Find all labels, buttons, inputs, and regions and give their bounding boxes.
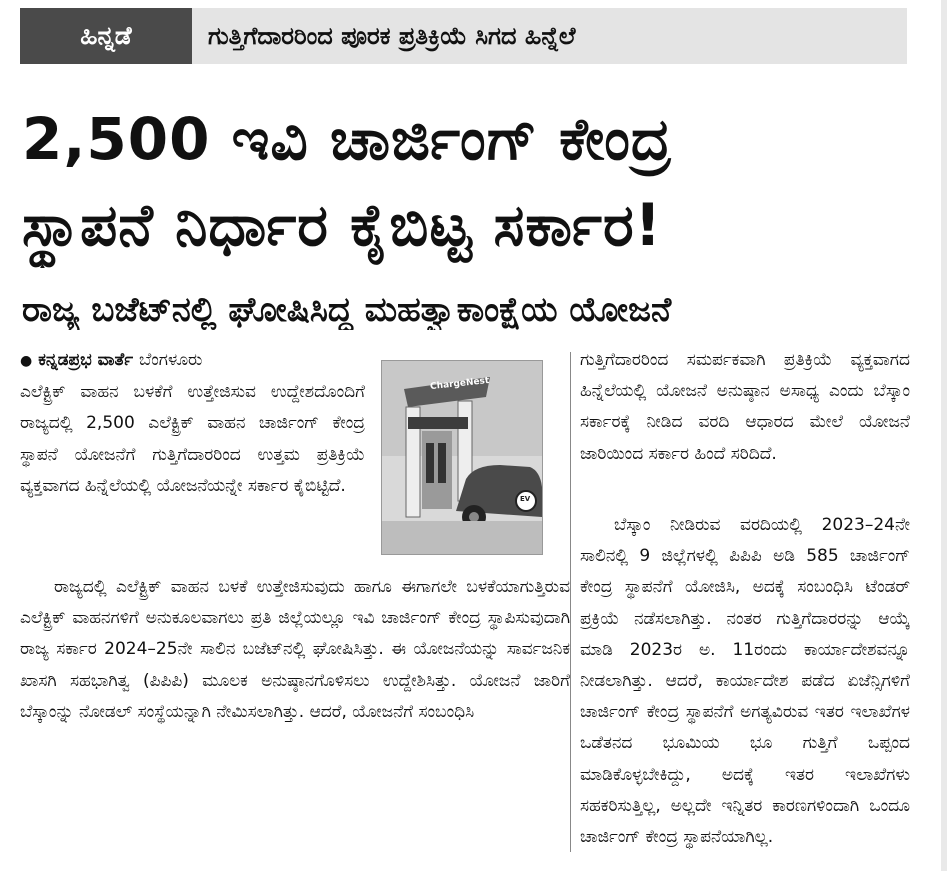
headline	[22, 96, 902, 268]
headline-line-1: 2,500 ಇವಿ ಚಾರ್ಜಿಂಗ್ ಕೇಂದ್ರ	[22, 105, 672, 173]
article-column-left	[20, 572, 570, 728]
photo-sign-text: ChargeNest	[429, 375, 490, 393]
kicker-bar	[20, 8, 907, 64]
headline-line-2: ಸ್ಥಾಪನೆ ನಿರ್ಧಾರ ಕೈಬಿಟ್ಟ ಸರ್ಕಾರ!	[22, 191, 663, 259]
article-column-right-lower	[580, 510, 910, 853]
article-paragraph-2: ರಾಜ್ಯದಲ್ಲಿ ಎಲೆಕ್ಟ್ರಿಕ್ ವಾಹನ ಬಳಕೆ ಉತ್ತೇಜಿಸುವುದು ಹಾಗೂ ಈಗಾಗಲೇ ಬಳಕೆಯಾಗುತ್ತಿರುವ ಎಲೆಕ್ಟ್ರಿಕ್ ವಾಹನಗಳಿಗೆ ಅನುಕೂಲವಾಗಲು ಪ್ರತಿ ಜಿಲ್ಲೆಯಲ್ಲೂ ಇವಿ ಚಾರ್ಜಿಂಗ್ ಕೇಂದ್ರ ಸ್ಥಾಪಿಸುವುದಾಗಿ ರಾಜ್ಯ ಸರ್ಕಾರ 2024–25ನೇ ಸಾಲಿನ ಬಜೆಟ್‌ನಲ್ಲಿ ಘೋಷಿಸಿತ್ತು. ಈ ಯೋಜನೆಯನ್ನು ಸಾರ್ವಜನಿಕ ಖಾಸಗಿ ಸಹಭಾಗಿತ್ವ (ಪಿಪಿಪಿ) ಮೂಲಕ ಅನುಷ್ಠಾನಗೊಳಿಸಲು ಉದ್ದೇಶಿಸಿತ್ತು. ಯೋಜನೆ ಜಾರಿಗೆ ಬೆಸ್ಕಾಂನ್ನು ನೋಡಲ್ ಸಂಸ್ಥೆಯನ್ನಾಗಿ ನೇಮಿಸಲಾಗಿತ್ತು. ಆದರೆ, ಯೋಜನೆಗೆ ಸಂಬಂಧಿಸಿ	[20, 577, 570, 722]
byline-city: ಬೆಂಗಳೂರು	[138, 350, 203, 370]
subheadline: ರಾಜ್ಯ ಬಜೆಟ್‌ನಲ್ಲಿ ಘೋಷಿಸಿದ್ದ ಮಹತ್ವಾಕಾಂಕ್ಷೆಯ ಯೋಜನೆ	[22, 290, 672, 330]
bullet-icon: ●	[20, 353, 33, 369]
section-tag: ಹಿನ್ನಡೆ	[20, 8, 192, 64]
article-photo	[381, 360, 543, 555]
ev-charging-station-photo-icon	[382, 361, 542, 554]
photo-car-badge: EV	[520, 495, 531, 503]
article-column-right	[580, 345, 910, 470]
article-paragraph-1: ಎಲೆಕ್ಟ್ರಿಕ್ ವಾಹನ ಬಳಕೆಗೆ ಉತ್ತೇಜಿಸುವ ಉದ್ದೇಶದೊಂದಿಗೆ ರಾಜ್ಯದಲ್ಲಿ 2,500 ಎಲೆಕ್ಟ್ರಿಕ್ ವಾಹನ ಚಾರ್ಜಿಂಗ್ ಕೇಂದ್ರ ಸ್ಥಾಪನೆ ಯೋಜನೆಗೆ ಗುತ್ತಿಗೆದಾರರಿಂದ ಉತ್ತಮ ಪ್ರತಿಕ್ರಿಯೆ ವ್ಯಕ್ತವಾಗದ ಹಿನ್ನೆಲೆಯಲ್ಲಿ ಯೋಜನೆಯನ್ನೇ ಸರ್ಕಾರ ಕೈಬಿಟ್ಟಿದೆ.	[20, 382, 365, 496]
column-divider	[570, 352, 571, 852]
article-column-left-top	[20, 345, 365, 502]
article-paragraph-4: ಬೆಸ್ಕಾಂ ನೀಡಿರುವ ವರದಿಯಲ್ಲಿ 2023–24ನೇ ಸಾಲಿನಲ್ಲಿ 9 ಜಿಲ್ಲೆಗಳಲ್ಲಿ ಪಿಪಿಪಿ ಅಡಿ 585 ಚಾರ್ಜಿಂಗ್ ಕೇಂದ್ರ ಸ್ಥಾಪನೆಗೆ ಯೋಜಿಸಿ, ಅದಕ್ಕೆ ಸಂಬಂಧಿಸಿ ಟೆಂಡರ್ ಪ್ರಕ್ರಿಯೆ ನಡೆಸಲಾಗಿತ್ತು. ನಂತರ ಗುತ್ತಿಗೆದಾರರನ್ನು ಆಯ್ಕೆ ಮಾಡಿ 2023ರ ಅ. 11ರಂದು ಕಾರ್ಯಾದೇಶವನ್ನೂ ನೀಡಲಾಗಿತ್ತು. ಆದರೆ, ಕಾರ್ಯಾದೇಶ ಪಡೆದ ಏಜೆನ್ಸಿಗಳಿಗೆ ಚಾರ್ಜಿಂಗ್ ಕೇಂದ್ರ ಸ್ಥಾಪನೆಗೆ ಅಗತ್ಯವಿರುವ ಇತರ ಇಲಾಖೆಗಳ ಒಡೆತನದ ಭೂಮಿಯ ಭೂ ಗುತ್ತಿಗೆ ಒಪ್ಪಂದ ಮಾಡಿಕೊಳ್ಳಬೇಕಿದ್ದು, ಅದಕ್ಕೆ ಇತರ ಇಲಾಖೆಗಳು ಸಹಕರಿಸುತ್ತಿಲ್ಲ, ಅಲ್ಲದೇ ಇನ್ನಿತರ ಕಾರಣಗಳಿಂದಾಗಿ ಒಂದೂ ಚಾರ್ಜಿಂಗ್ ಕೇಂದ್ರ ಸ್ಥಾಪನೆಯಾಗಿಲ್ಲ.	[580, 515, 910, 848]
page-edge	[941, 0, 947, 871]
kicker-text: ಗುತ್ತಿಗೆದಾರರಿಂದ ಪೂರಕ ಪ್ರತಿಕ್ರಿಯೆ ಸಿಗದ ಹಿನ್ನೆಲೆ	[208, 22, 576, 50]
byline-source: ಕನ್ನಡಪ್ರಭ ವಾರ್ತೆ	[38, 350, 134, 370]
article-paragraph-3: ಗುತ್ತಿಗೆದಾರರಿಂದ ಸಮರ್ಪಕವಾಗಿ ಪ್ರತಿಕ್ರಿಯೆ ವ್ಯಕ್ತವಾಗದ ಹಿನ್ನೆಲೆಯಲ್ಲಿ ಯೋಜನೆ ಅನುಷ್ಠಾನ ಅಸಾಧ್ಯ ಎಂದು ಬೆಸ್ಕಾಂ ಸರ್ಕಾರಕ್ಕೆ ನೀಡಿದ ವರದಿ ಆಧಾರದ ಮೇಲೆ ಯೋಜನೆ ಜಾರಿಯಿಂದ ಸರ್ಕಾರ ಹಿಂದೆ ಸರಿದಿದೆ.	[580, 350, 910, 464]
byline	[20, 345, 365, 377]
